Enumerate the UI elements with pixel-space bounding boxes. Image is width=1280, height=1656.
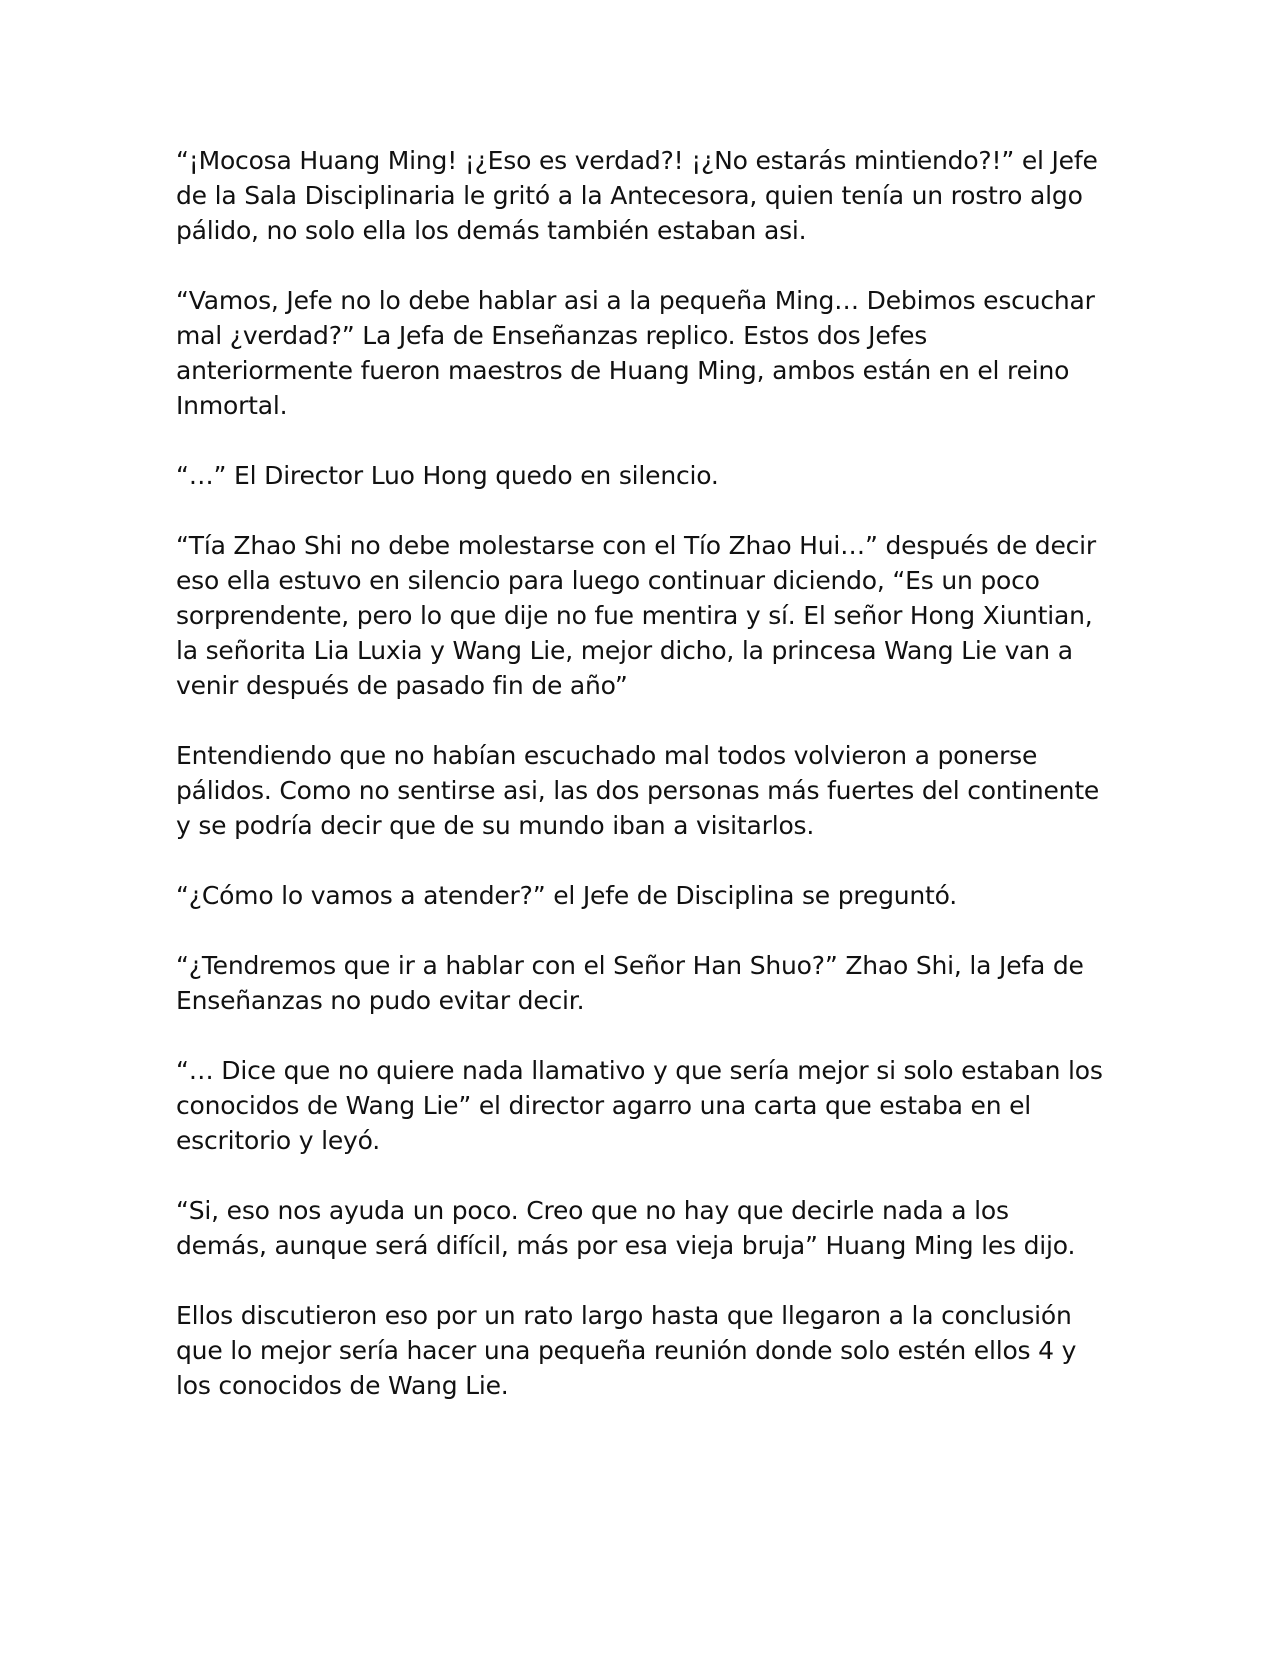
paragraph-9: “Si, eso nos ayuda un poco. Creo que no hay que decirle nada a los demás, aunque será difícil, más por esa vieja bruja” Huang Ming les dijo. [176,1196,1076,1260]
document-body [176,143,1106,1438]
paragraph-1: “¡Mocosa Huang Ming! ¡¿Eso es verdad?! ¡¿No estarás mintiendo?!” el Jefe de la Sala Disciplinaria le gritó a la Antecesora, quien tenía un rostro algo pálido, no solo ella los demás también estaban asi. [176,146,1098,245]
paragraph-5: Entendiendo que no habían escuchado mal todos volvieron a ponerse pálidos. Como no sentirse asi, las dos personas más fuertes del continente y se podría decir que de su mundo iban a visitarlos. [176,741,1100,840]
paragraph-3: “…” El Director Luo Hong quedo en silencio. [176,461,719,490]
paragraph-6: “¿Cómo lo vamos a atender?” el Jefe de Disciplina se preguntó. [176,881,958,910]
paragraph-4: “Tía Zhao Shi no debe molestarse con el Tío Zhao Hui…” después de decir eso ella estuvo en silencio para luego continuar diciendo, “Es un poco sorprendente, pero lo que dije no fue mentira y sí. El señor Hong Xiuntian, la señorita Lia Luxia y Wang Lie, mejor dicho, la princesa Wang Lie van a venir después de pasado fin de año” [176,531,1097,700]
paragraph-7: “¿Tendremos que ir a hablar con el Señor Han Shuo?” Zhao Shi, la Jefa de Enseñanzas no pudo evitar decir. [176,951,1084,1015]
paragraph-10: Ellos discutieron eso por un rato largo hasta que llegaron a la conclusión que lo mejor sería hacer una pequeña reunión donde solo estén ellos 4 y los conocidos de Wang Lie. [176,1301,1077,1400]
paragraph-2: “Vamos, Jefe no lo debe hablar asi a la pequeña Ming… Debimos escuchar mal ¿verdad?” La Jefa de Enseñanzas replico. Estos dos Jefes anteriormente fueron maestros de Huang Ming, ambos están en el reino Inmortal. [176,286,1095,420]
paragraph-8: “… Dice que no quiere nada llamativo y que sería mejor si solo estaban los conocidos de Wang Lie” el director agarro una carta que estaba en el escritorio y leyó. [176,1056,1103,1155]
